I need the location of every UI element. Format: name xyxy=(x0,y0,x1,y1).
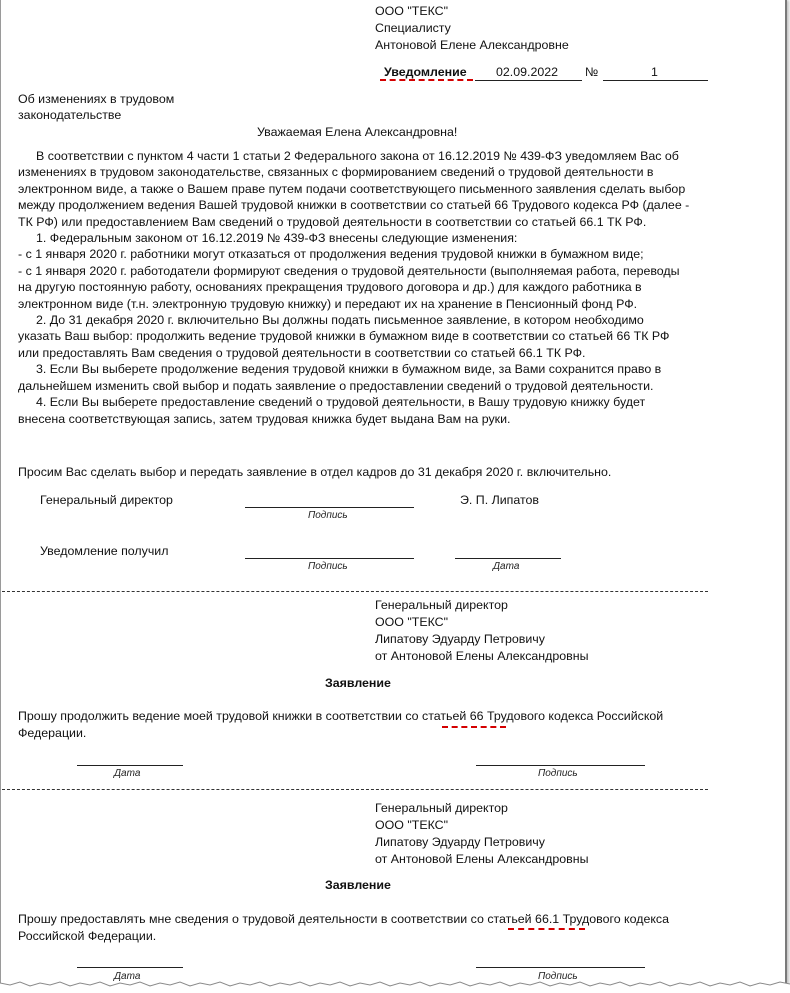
intro-paragraph: В соответствии с пунктом 4 части 1 статьи 2 Федерального закона от 16.12.2019 № 439-ФЗ уведомляем Вас об изменениях в трудовом законодательстве, связанных с формированием сведений о трудовой деятельности в электронном виде, а также о Вашем праве путем подачи соответствующего письменного заявления сделать выбор между продолжением ведения Вашей трудовой книжки в соответствии со статьей 66 Трудового кодекса РФ (далее - ТК РФ) или предоставлением Вам сведений о трудовой деятельности в соответствии со статьей 66.1 ТК РФ. xyxy=(18,149,690,229)
app1-to-name: Липатову Эдуарду Петровичу xyxy=(375,632,545,646)
director-signature-caption: Подпись xyxy=(308,510,348,521)
company-name: ООО "ТЕКС" xyxy=(375,4,449,18)
item-4: 4. Если Вы выберете предоставление сведений о трудовой деятельности, в Вашу трудовую книжку будет внесена соответствующая запись, затем трудовая книжка будет выдана Вам на руки. xyxy=(18,395,646,426)
greeting: Уважаемая Елена Александровна! xyxy=(257,125,458,139)
doc-number: 1 xyxy=(651,65,658,79)
subject-line-1: Об изменениях в трудовом xyxy=(18,92,175,106)
doc-type-label: Уведомление xyxy=(384,65,467,79)
app1-text xyxy=(18,708,690,741)
cut-line xyxy=(2,789,708,790)
item-1: 1. Федеральным законом от 16.12.2019 № 439-ФЗ внесены следующие изменения: xyxy=(36,231,518,246)
received-label: Уведомление получил xyxy=(40,544,169,558)
app2-text-after: Трудового кодекса Российской Федерации. xyxy=(18,912,670,943)
torn-edge xyxy=(0,978,790,993)
app1-title: Заявление xyxy=(325,676,391,690)
request-paragraph: Просим Вас сделать выбор и передать заявление в отдел кадров до 31 декабря 2020 г. включительно. xyxy=(18,465,612,479)
item-3: 3. Если Вы выберете продолжение ведения трудовой книжки в бумажном виде, за Вами сохранится право в дальнейшем изменить свой выбор и подать заявление о предоставлении сведений о трудовой деятельности. xyxy=(18,362,662,393)
director-name: Э. П. Липатов xyxy=(460,493,539,507)
app2-text xyxy=(18,911,690,944)
recipient-role: Специалисту xyxy=(375,21,451,35)
app1-text-before: Прошу продолжить ведение моей трудовой книжки в соответствии со xyxy=(18,709,422,723)
app2-to-company: ООО "ТЕКС" xyxy=(375,818,449,832)
app2-date-caption: Дата xyxy=(114,971,141,982)
app1-signature-caption: Подпись xyxy=(538,768,578,779)
app2-law-reference: статьей 66.1 xyxy=(487,912,560,926)
spellcheck-underline xyxy=(508,928,585,930)
spellcheck-underline xyxy=(380,79,473,81)
subject-line-2: законодательстве xyxy=(18,108,122,122)
app1-date-caption: Дата xyxy=(114,768,141,779)
item-2: 2. До 31 декабря 2020 г. включительно Вы должны подать письменное заявление, в котором необходимо указать Ваш выбор: продолжить ведение трудовой книжки в бумажном виде в соответствии со статьей 66 ТК РФ или предоставлять Вам сведения о трудовой деятельности в соответствии со статьей 66.1 ТК РФ. xyxy=(18,313,670,360)
recipient-name: Антоновой Елене Александровне xyxy=(375,38,569,52)
received-date-caption: Дата xyxy=(493,561,520,572)
cut-line xyxy=(2,591,708,592)
app2-to-name: Липатову Эдуарду Петровичу xyxy=(375,835,545,849)
received-signature-caption: Подпись xyxy=(308,561,348,572)
app1-from: от Антоновой Елены Александровны xyxy=(375,649,589,663)
number-label: № xyxy=(585,65,599,79)
date-line xyxy=(475,80,582,81)
app1-text-after: Трудового кодекса Российской Федерации. xyxy=(18,709,664,740)
app2-from: от Антоновой Елены Александровны xyxy=(375,852,589,866)
notice-body xyxy=(18,148,690,427)
item-1-a: - с 1 января 2020 г. работники могут отказаться от продолжения ведения трудовой книжки в бумажном виде; xyxy=(18,247,644,262)
item-1-b: - с 1 января 2020 г. работодатели формируют сведения о трудовой деятельности (выполняемая работа, переводы на другую постоянную работу, основаниях прекращения трудового договора и др.) для каждого работника в электронном виде (т.н. электронную трудовую книжку) и передают их на хранение в Пенсионный фонд РФ. xyxy=(18,263,680,311)
number-line xyxy=(603,80,708,81)
spellcheck-underline xyxy=(442,726,506,728)
app2-to-role: Генеральный директор xyxy=(375,801,508,815)
app2-signature-caption: Подпись xyxy=(538,971,578,982)
app2-text-before: Прошу предоставлять мне сведения о трудовой деятельности в соответствии со xyxy=(18,912,488,926)
app2-title: Заявление xyxy=(325,878,391,892)
app1-law-reference: статьей 66 xyxy=(422,709,484,723)
app1-to-company: ООО "ТЕКС" xyxy=(375,615,449,629)
doc-date: 02.09.2022 xyxy=(496,65,559,79)
app1-to-role: Генеральный директор xyxy=(375,598,508,612)
director-label: Генеральный директор xyxy=(40,493,173,507)
